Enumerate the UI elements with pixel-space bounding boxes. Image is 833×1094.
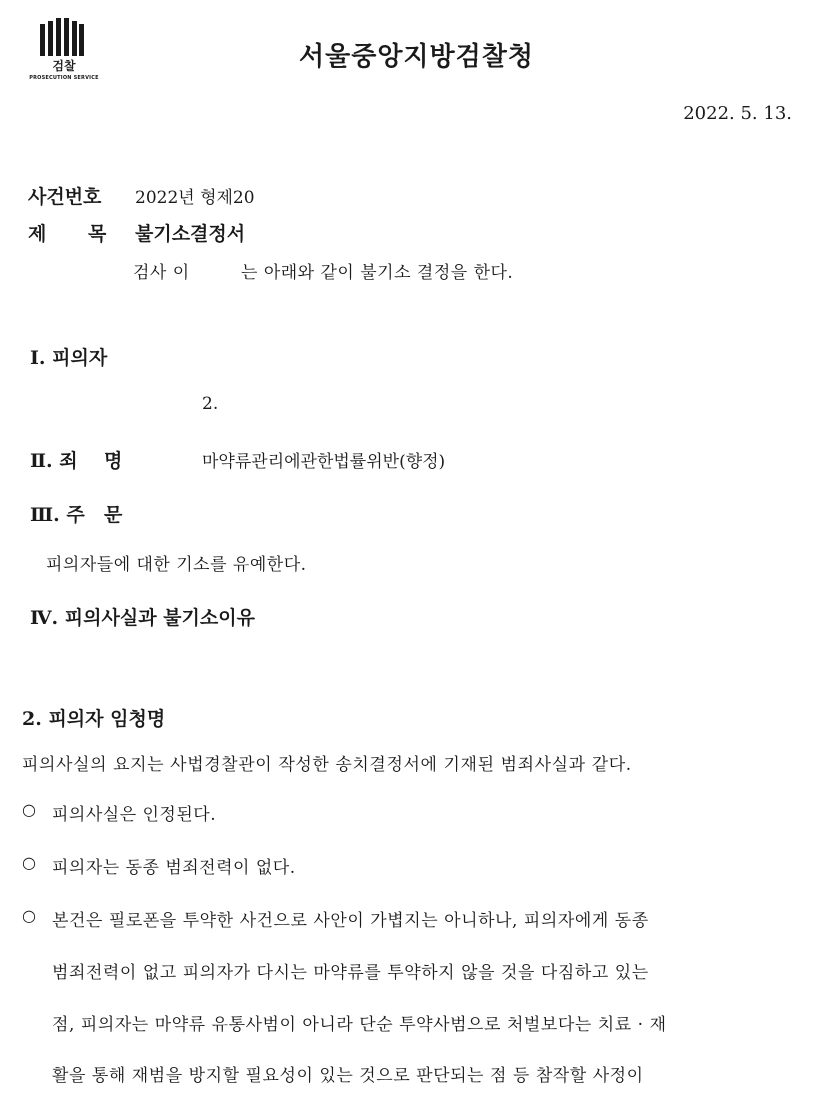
section-charge-heading: Ⅱ. 죄: [30, 450, 78, 472]
bullet-reason-line: 점, 피의자는 마약류 유통사범이 아니라 단순 투약사범으로 처벌보다는 치료 · 재: [52, 1015, 667, 1035]
bullet-fact-admitted: 피의사실은 인정된다.: [52, 805, 217, 825]
bullet-no-record: 피의자는 동종 범죄전력이 없다.: [52, 858, 296, 878]
title-label-second: 목: [88, 223, 107, 245]
document-date: 2022. 5. 13.: [683, 103, 792, 124]
charge-value: 마약류관리에관한법률위반(향정): [202, 452, 446, 472]
section-disposition-heading-word: 문: [104, 504, 123, 526]
intro-sentence-start: 검사 이: [133, 263, 190, 283]
section-disposition-heading: Ⅲ. 주: [30, 504, 85, 526]
section-charge-heading-word: 명: [104, 450, 123, 472]
bullet-reason-line: 범죄전력이 없고 피의자가 다시는 마약류를 투약하지 않을 것을 다짐하고 있는: [52, 963, 649, 983]
document-title: 불기소결정서: [135, 223, 246, 245]
case-number-label: 사건번호: [28, 186, 102, 208]
bullet-reason-line: 본건은 필로폰을 투약한 사건으로 사안이 가볍지는 아니하나, 피의자에게 동종: [52, 911, 649, 931]
suspect-item-number: 2.: [202, 394, 219, 414]
logo-subtext: PROSECUTION SERVICE: [29, 75, 99, 81]
disposition-value: 피의자들에 대한 기소를 유예한다.: [46, 555, 307, 575]
bullet-icon: ○: [22, 906, 36, 925]
bullet-icon: ○: [22, 800, 36, 819]
section-suspect-heading: Ⅰ. 피의자: [30, 347, 108, 369]
detail-summary: 피의사실의 요지는 사법경찰관이 작성한 송치결정서에 기재된 범죄사실과 같다.: [22, 755, 632, 775]
bullet-reason-line: 활을 통해 재범을 방지할 필요성이 있는 것으로 판단되는 점 등 참작할 사정이: [52, 1066, 644, 1086]
case-number-value: 2022년 형제20: [135, 188, 255, 208]
office-title: 서울중앙지방검찰청: [298, 42, 535, 72]
section-reasons-heading: Ⅳ. 피의사실과 불기소이유: [30, 607, 255, 629]
bullet-icon: ○: [22, 853, 36, 872]
logo-text: 검찰: [52, 59, 76, 73]
title-label-first: 제: [28, 223, 47, 245]
intro-sentence-end: 는 아래와 같이 불기소 결정을 한다.: [241, 263, 514, 283]
detail-heading: 2. 피의자 임청명: [22, 708, 166, 730]
